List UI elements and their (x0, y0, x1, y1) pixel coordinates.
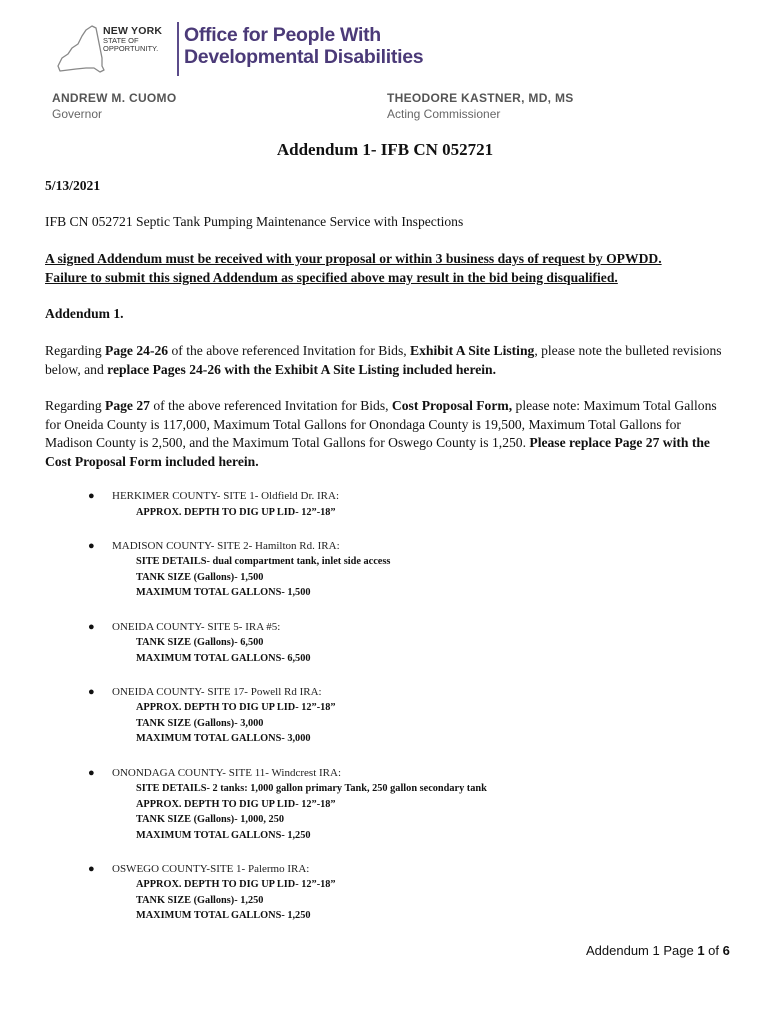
governor-name: ANDREW M. CUOMO (52, 91, 177, 105)
site-detail-line: SITE DETAILS- dual compartment tank, inlet side access (136, 556, 391, 568)
site-heading: ONEIDA COUNTY- SITE 17- Powell Rd IRA: (112, 685, 322, 698)
paragraph-site-listing (45, 342, 725, 379)
footer-prefix: Addendum 1 Page (586, 943, 698, 958)
commissioner-block (387, 91, 574, 121)
site-detail-line: MAXIMUM TOTAL GALLONS- 1,250 (136, 910, 311, 922)
site-detail-line: TANK SIZE (Gallons)- 3,000 (136, 717, 264, 729)
document-date: 5/13/2021 (45, 178, 101, 193)
site-detail-line: APPROX. DEPTH TO DIG UP LID- 12”-18” (136, 879, 336, 891)
notice-line1: A signed Addendum must be received with your proposal or within 3 business days of request by OPWDD. (45, 251, 662, 266)
para2-bold-2: Cost Proposal Form, (391, 398, 513, 413)
site-heading: OSWEGO COUNTY-SITE 1- Palermo IRA: (112, 862, 310, 875)
logo-divider (177, 22, 179, 76)
site-detail-line: MAXIMUM TOTAL GALLONS- 1,500 (136, 587, 311, 599)
site-detail-line: SITE DETAILS- 2 tanks: 1,000 gallon primary Tank, 250 gallon secondary tank (136, 783, 487, 795)
site-detail-line: TANK SIZE (Gallons)- 1,000, 250 (136, 814, 284, 826)
site-revision-list (88, 489, 728, 943)
document-subject: IFB CN 052721 Septic Tank Pumping Maintenance Service with Inspections (45, 214, 464, 229)
commissioner-title: Acting Commissioner (387, 107, 501, 121)
para1-bold-3: replace Pages 24-26 with the Exhibit A Site Listing included herein. (107, 361, 496, 377)
site-detail-line: APPROX. DEPTH TO DIG UP LID- 12”-18” (136, 506, 336, 518)
site-heading: MADISON COUNTY- SITE 2- Hamilton Rd. IRA: (112, 539, 340, 552)
agency-name-line2: Developmental Disabilities (184, 46, 424, 68)
ny-state-line3: OPPORTUNITY. (103, 43, 159, 53)
governor-block (52, 91, 177, 121)
site-list-item (88, 685, 728, 747)
para1-text-1: Regarding (45, 343, 106, 358)
site-detail-line: APPROX. DEPTH TO DIG UP LID- 12”-18” (136, 798, 336, 810)
para2-bold-1: Page 27 (105, 398, 150, 413)
site-heading: HERKIMER COUNTY- SITE 1- Oldfield Dr. IRA: (112, 490, 340, 502)
para2-text-3: please note: Maximum Total Gallons for Oneida County is 117,000, Maximum Total Gallons for Onondaga County is 19,500, Maximum Total Gallons for Madison County is 2,500, and the Maximum Total Gallons for Oswego County is 1,250. (45, 398, 717, 450)
notice-line2: Failure to submit this signed Addendum as specified above may result in the bid being disqualified. (45, 269, 618, 285)
site-list-item (88, 862, 728, 924)
para2-bold-3: Please replace Page 27 with the Cost Proposal Form included herein. (45, 435, 710, 469)
bullet-icon: ● (88, 685, 95, 698)
site-detail-line: TANK SIZE (Gallons)- 1,500 (136, 571, 264, 583)
site-detail-line: TANK SIZE (Gallons)- 6,500 (136, 637, 264, 649)
ny-state-wordmark (103, 26, 162, 53)
document-title: Addendum 1- IFB CN 052721 (276, 140, 494, 159)
ny-state-line1: NEW YORK (103, 25, 163, 37)
site-detail-line: MAXIMUM TOTAL GALLONS- 6,500 (136, 652, 311, 664)
site-heading: ONONDAGA COUNTY- SITE 11- Windcrest IRA: (112, 766, 342, 779)
site-heading: ONEIDA COUNTY- SITE 5- IRA #5: (112, 620, 281, 633)
site-list-item (88, 489, 728, 520)
footer-of: of (704, 943, 723, 958)
agency-name-line1: Office for People With (184, 24, 381, 46)
bullet-icon: ● (88, 766, 95, 779)
bullet-icon: ● (88, 490, 95, 502)
bullet-icon: ● (88, 620, 95, 633)
para2-text-1: Regarding (45, 398, 106, 413)
addendum-heading: Addendum 1. (45, 306, 124, 321)
site-list-item (88, 766, 728, 844)
site-list-item (88, 620, 728, 667)
footer-page-number: 1 (697, 943, 705, 958)
site-detail-line: TANK SIZE (Gallons)- 1,250 (136, 894, 264, 906)
para1-bold-2: Exhibit A Site Listing (410, 343, 535, 358)
paragraph-cost-proposal (45, 397, 725, 471)
site-list-item (88, 539, 728, 601)
agency-name (184, 24, 423, 68)
ny-state-line2: STATE OF (103, 35, 139, 45)
para1-text-3: , please note the bulleted revisions below, and (45, 343, 722, 377)
site-detail-line: MAXIMUM TOTAL GALLONS- 3,000 (136, 733, 311, 745)
para1-bold-1: Page 24-26 (105, 343, 169, 358)
notice-block (45, 250, 725, 287)
page-footer (586, 943, 730, 958)
bullet-icon: ● (88, 862, 95, 875)
para1-text-2: of the above referenced Invitation for Bids, (168, 343, 411, 358)
site-detail-line: APPROX. DEPTH TO DIG UP LID- 12”-18” (136, 702, 336, 714)
commissioner-name: THEODORE KASTNER, MD, MS (387, 91, 574, 105)
governor-title: Governor (52, 107, 103, 121)
para2-text-2: of the above referenced Invitation for Bids, (149, 398, 392, 413)
site-detail-line: MAXIMUM TOTAL GALLONS- 1,250 (136, 829, 311, 841)
bullet-icon: ● (88, 539, 95, 552)
footer-page-total: 6 (722, 943, 730, 958)
